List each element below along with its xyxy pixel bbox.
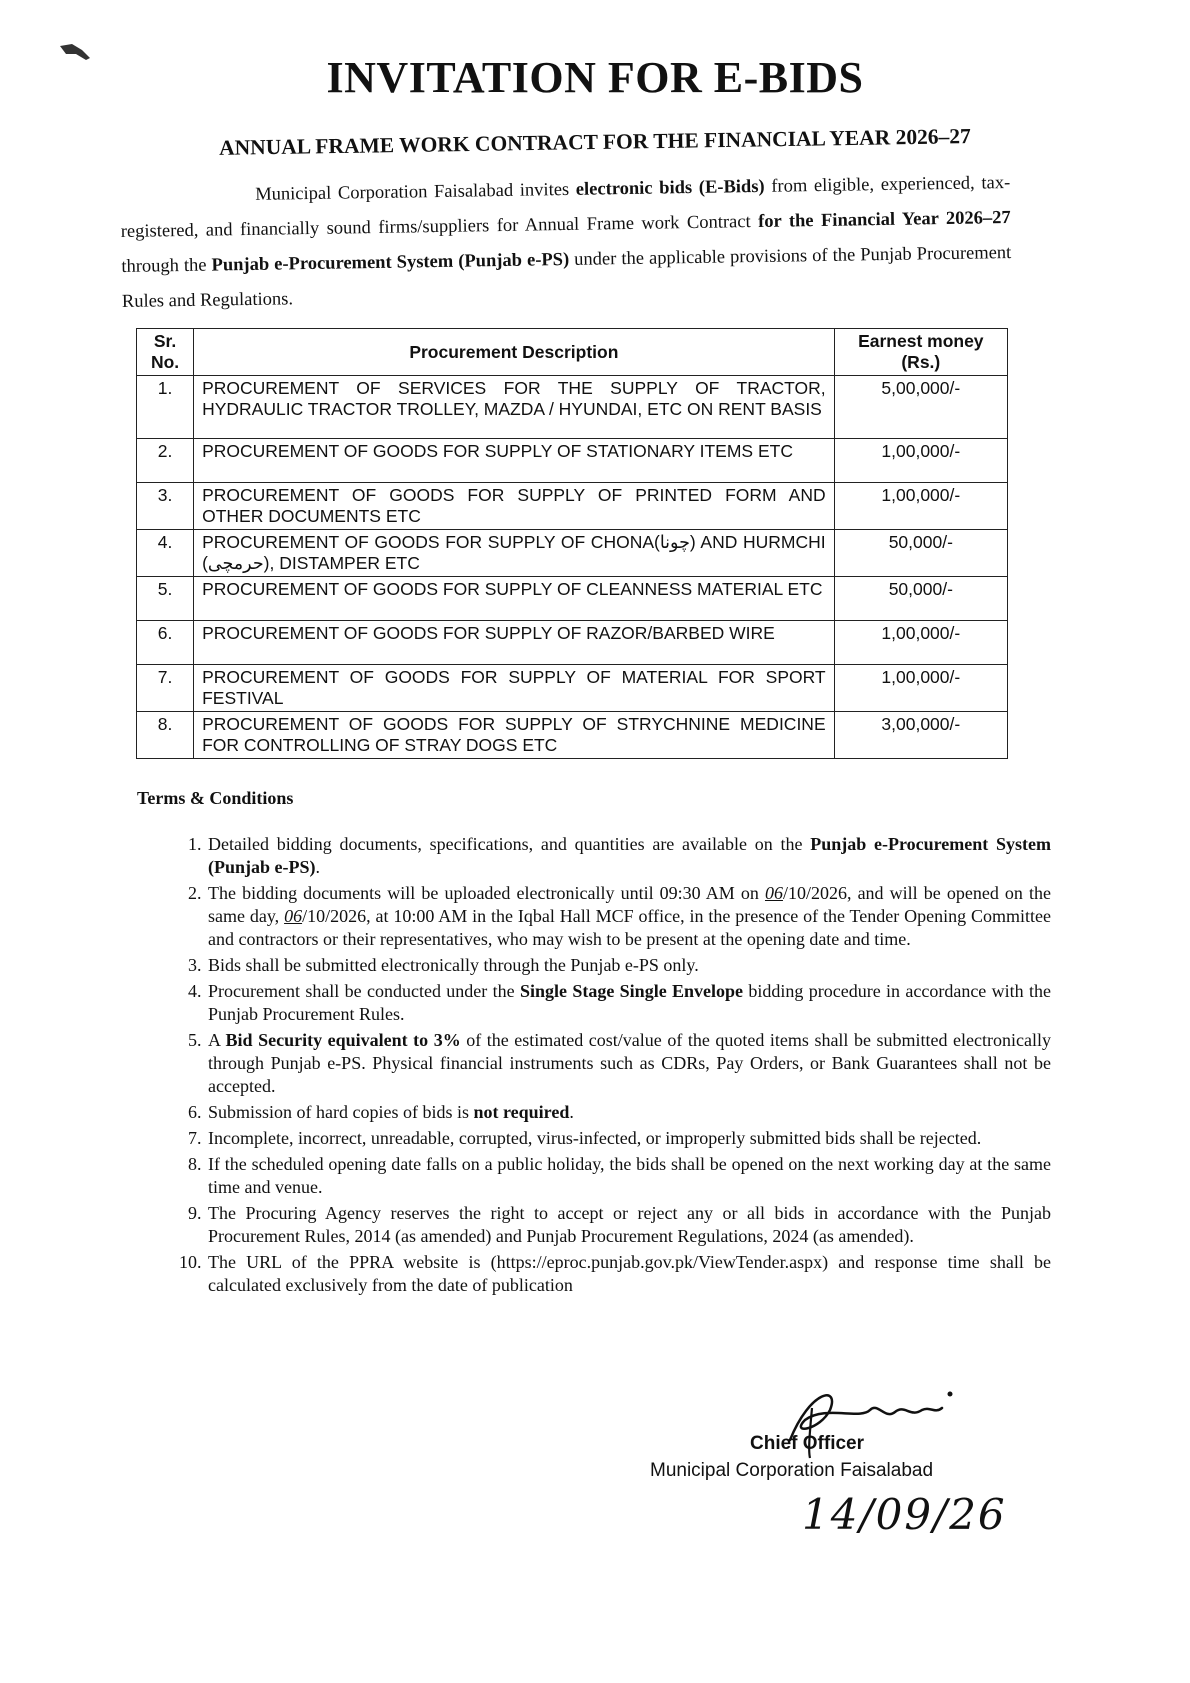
header-earnest-money: Earnest money (Rs.) [834, 329, 1007, 376]
sr-cell: 7. [137, 665, 194, 712]
amount-cell: 1,00,000/- [834, 439, 1007, 483]
intro-text: through the [121, 255, 212, 277]
term-item [206, 1251, 1051, 1297]
term-text: Procurement shall be conducted under the [208, 981, 520, 1001]
term-text: Bids shall be submitted electronically through the Punjab e-PS only. [208, 955, 699, 975]
term-text: The URL of the PPRA website is (https://eproc.punjab.gov.pk/ViewTender.aspx) and response time shall be calculated exclusively from the date of publication [208, 1252, 1051, 1295]
table-row [137, 483, 1008, 530]
term-item [206, 882, 1051, 951]
term-text: Detailed bidding documents, specifications, and quantities are available on the [208, 834, 811, 854]
amount-cell: 50,000/- [834, 577, 1007, 621]
page-subtitle: ANNUAL FRAME WORK CONTRACT FOR THE FINANCIAL YEAR 2026–27 [218, 124, 972, 160]
description-cell: PROCUREMENT OF GOODS FOR SUPPLY OF MATERIAL FOR SPORT FESTIVAL [194, 665, 835, 712]
term-text: The bidding documents will be uploaded electronically until 09:30 AM on [208, 883, 765, 903]
terms-list [170, 833, 1051, 1300]
term-text: A [208, 1030, 226, 1050]
description-cell: PROCUREMENT OF GOODS FOR SUPPLY OF CHONA(چونا) AND HURMCHI (حرمچی), DISTAMPER ETC [194, 530, 835, 577]
amount-cell: 3,00,000/- [834, 712, 1007, 759]
intro-text: from eligible, experienced, tax-registered, and financially sound firms/suppliers for Annual Frame work Contract [120, 173, 1011, 242]
description-cell: PROCUREMENT OF GOODS FOR SUPPLY OF STRYCHNINE MEDICINE FOR CONTROLLING OF STRAY DOGS ETC [194, 712, 835, 759]
term-text: bidding procedure in accordance with the Punjab Procurement Rules. [208, 981, 1051, 1024]
amount-cell: 1,00,000/- [834, 483, 1007, 530]
sr-cell: 8. [137, 712, 194, 759]
intro-bold-text: electronic bids (E-Bids) [575, 176, 765, 200]
page-title: INVITATION FOR E-BIDS [326, 53, 864, 102]
term-item [206, 1101, 1051, 1124]
header-sr-no: Sr. No. [137, 329, 194, 376]
sr-cell: 2. [137, 439, 194, 483]
term-text: The Procuring Agency reserves the right to accept or reject any or all bids in accordance with the Punjab Procurement Rules, 2014 (as amended) and Punjab Procurement Regulations, 2024 (as amended). [208, 1203, 1051, 1246]
term-bold-text: Single Stage Single Envelope [519, 981, 744, 1001]
term-bold-text: Punjab e-Procurement System (Punjab e-PS) [208, 834, 1051, 877]
amount-cell: 1,00,000/- [834, 621, 1007, 665]
description-cell: PROCUREMENT OF SERVICES FOR THE SUPPLY OF TRACTOR, HYDRAULIC TRACTOR TROLLEY, MAZDA / HYUNDAI, ETC ON RENT BASIS [194, 376, 835, 439]
term-bold-text: not required [473, 1102, 570, 1122]
term-text: Submission of hard copies of bids is [208, 1102, 474, 1122]
terms-heading: Terms & Conditions [137, 788, 294, 808]
term-text: /10/2026, and will be opened on the same day, [208, 883, 1051, 926]
term-item [206, 833, 1051, 879]
sr-cell: 1. [137, 376, 194, 439]
sr-cell: 6. [137, 621, 194, 665]
table-row [137, 439, 1008, 483]
handwritten-day: 06 [764, 883, 783, 903]
term-item [206, 954, 1051, 977]
term-text: . [315, 857, 320, 877]
term-item [206, 980, 1051, 1026]
description-cell: PROCUREMENT OF GOODS FOR SUPPLY OF CLEANNESS MATERIAL ETC [194, 577, 835, 621]
table-row [137, 665, 1008, 712]
table-row [137, 577, 1008, 621]
table-row [137, 530, 1008, 577]
sr-cell: 3. [137, 483, 194, 530]
term-text: If the scheduled opening date falls on a public holiday, the bids shall be opened on the next working day at the same time and venue. [208, 1154, 1051, 1197]
description-cell: PROCUREMENT OF GOODS FOR SUPPLY OF PRINTED FORM AND OTHER DOCUMENTS ETC [194, 483, 835, 530]
term-text: /10/2026, at 10:00 AM in the Iqbal Hall MCF office, in the presence of the Tender Opening Committee and contractors or their representatives, who may wish to be present at the opening date and time. [208, 906, 1051, 949]
term-item [206, 1029, 1051, 1098]
term-text: of the estimated cost/value of the quoted items shall be submitted electronically through Punjab e-PS. Physical financial instruments such as CDRs, Pay Orders, or Bank Guarantees shall not be accepted. [208, 1030, 1051, 1096]
intro-text: Municipal Corporation Faisalabad invites [255, 179, 577, 205]
sr-cell: 5. [137, 577, 194, 621]
signatory-title: Chief Officer [750, 1433, 865, 1454]
handwritten-date: 14/09/26 [802, 1490, 1007, 1539]
table-row [137, 376, 1008, 439]
amount-cell: 5,00,000/- [834, 376, 1007, 439]
procurement-table [136, 328, 1008, 759]
signature-block [650, 1380, 1050, 1560]
description-cell: PROCUREMENT OF GOODS FOR SUPPLY OF STATIONARY ITEMS ETC [194, 439, 835, 483]
header-description: Procurement Description [194, 329, 835, 376]
term-item [206, 1202, 1051, 1248]
term-item [206, 1153, 1051, 1199]
amount-cell: 1,00,000/- [834, 665, 1007, 712]
signatory-organization: Municipal Corporation Faisalabad [650, 1460, 934, 1481]
intro-bold-text: for the Financial Year 2026–27 [757, 208, 1011, 232]
sr-cell: 4. [137, 530, 194, 577]
term-text: Incomplete, incorrect, unreadable, corrupted, virus-infected, or improperly submitted bids shall be rejected. [208, 1128, 982, 1148]
table-header-row [137, 329, 1008, 376]
intro-bold-text: Punjab e-Procurement System (Punjab e-PS) [211, 249, 570, 276]
table-row [137, 712, 1008, 759]
table-row [137, 621, 1008, 665]
term-item [206, 1127, 1051, 1150]
term-text: . [569, 1102, 574, 1122]
intro-text: under the applicable provisions of the Punjab Procurement Rules and Regulations. [121, 243, 1012, 312]
handwritten-day: 06 [284, 906, 303, 926]
description-cell: PROCUREMENT OF GOODS FOR SUPPLY OF RAZOR/BARBED WIRE [194, 621, 835, 665]
amount-cell: 50,000/- [834, 530, 1007, 577]
term-bold-text: Bid Security equivalent to 3% [225, 1030, 461, 1050]
intro-paragraph [120, 166, 1012, 320]
